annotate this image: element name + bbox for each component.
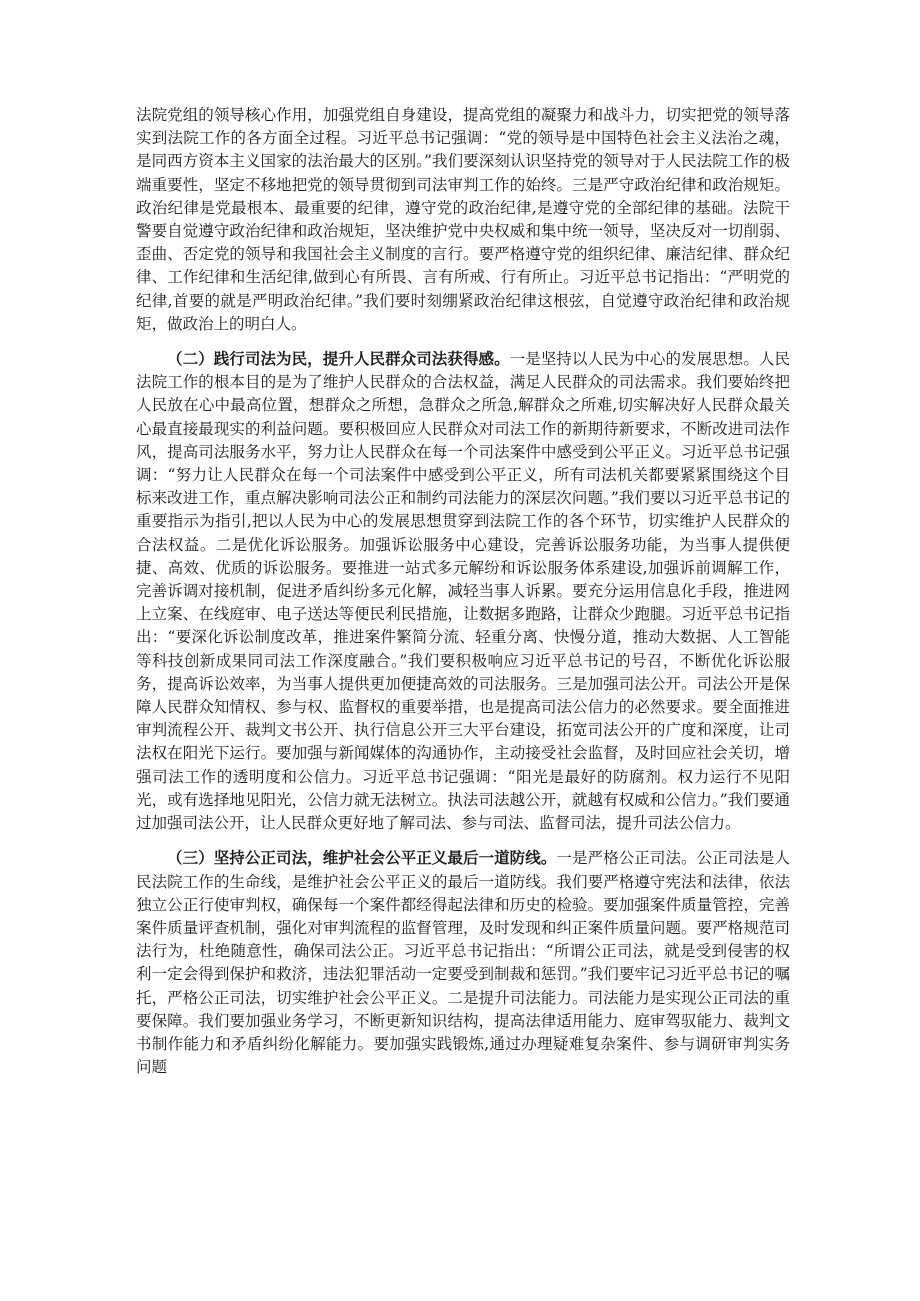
paragraph-3 — [136, 846, 790, 1079]
paragraph-1-body: 法院党组的领导核心作用，加强党组自身建设，提高党组的凝聚力和战斗力，切实把党的领导落实到法院工作的各方面全过程。习近平总书记强调：“党的领导是中国特色社会主义法治之魂，是同西方资本主义国家的法治最大的区别。”我们要深刻认识坚持党的领导对于人民法院工作的极端重要性，坚定不移地把党的领导贯彻到司法审判工作的始终。三是严守政治纪律和政治规矩。政治纪律是党最根本、最重要的纪律，遵守党的政治纪律,是遵守党的全部纪律的基础。法院干警要自觉遵守政治纪律和政治规矩，坚决维护党中央权威和集中统一领导，坚决反对一切削弱、歪曲、否定党的领导和我国社会主义制度的言行。要严格遵守党的组织纪律、廉洁纪律、群众纪律、工作纪律和生活纪律,做到心有所畏、言有所戒、行有所止。习近平总书记指出：“严明党的纪律,首要的就是严明政治纪律。”我们要时刻绷紧政治纪律这根弦，自觉遵守政治纪律和政治规矩，做政治上的明白人。 — [136, 106, 790, 333]
document-page — [136, 103, 790, 1090]
paragraph-1 — [136, 103, 790, 336]
section-heading-2: （二）践行司法为民，提升人民群众司法获得感。 — [167, 349, 510, 369]
paragraph-3-body: 一是严格公正司法。公正司法是人民法院工作的生命线，是维护社会公平正义的最后一道防线。我们要严格遵守宪法和法律，依法独立公正行使审判权，确保每一个案件都经得起法律和历史的检验。要加强案件质量管控，完善案件质量评查机制，强化对审判流程的监督管理，及时发现和纠正案件质量问题。要严格规范司法行为，杜绝随意性，确保司法公正。习近平总书记指出：“所谓公正司法，就是受到侵害的权利一定会得到保护和救济，违法犯罪活动一定要受到制裁和惩罚。”我们要牢记习近平总书记的嘱托，严格公正司法，切实维护社会公平正义。二是提升司法能力。司法能力是实现公正司法的重要保障。我们要加强业务学习，不断更新知识结构，提高法律适用能力、庭审驾驭能力、裁判文书制作能力和矛盾纠纷化解能力。要加强实践锻炼,通过办理疑难复杂案件、参与调研审判实务问题 — [136, 849, 790, 1077]
paragraph-2-body: 一是坚持以人民为中心的发展思想。人民法院工作的根本目的是为了维护人民群众的合法权益，满足人民群众的司法需求。我们要始终把人民放在心中最高位置，想群众之所想，急群众之所急,解群众之所难,切实解决好人民群众最关心最直接最现实的利益问题。要积极回应人民群众对司法工作的新期待新要求，不断改进司法作风，提高司法服务水平，努力让人民群众在每一个司法案件中感受到公平正义。习近平总书记强调：“努力让人民群众在每一个司法案件中感受到公平正义，所有司法机关都要紧紧围绕这个目标来改进工作，重点解决影响司法公正和制约司法能力的深层次问题。”我们要以习近平总书记的重要指示为指引,把以人民为中心的发展思想贯穿到法院工作的各个环节，切实维护人民群众的合法权益。二是优化诉讼服务。加强诉讼服务中心建设，完善诉讼服务功能，为当事人提供便捷、高效、优质的诉讼服务。要推进一站式多元解纷和诉讼服务体系建设,加强诉前调解工作，完善诉调对接机制，促进矛盾纠纷多元化解，减轻当事人诉累。要充分运用信息化手段，推进网上立案、在线庭审、电子送达等便民利民措施，让数据多跑路，让群众少跑腿。习近平总书记指出：“要深化诉讼制度改革，推进案件繁简分流、轻重分离、快慢分道，推动大数据、人工智能等科技创新成果同司法工作深度融合。”我们要积极响应习近平总书记的号召，不断优化诉讼服务，提高诉讼效率，为当事人提供更加便捷高效的司法服务。三是加强司法公开。司法公开是保障人民群众知情权、参与权、监督权的重要举措，也是提高司法公信力的必然要求。要全面推进审判流程公开、裁判文书公开、执行信息公开三大平台建设，拓宽司法公开的广度和深度，让司法权在阳光下运行。要加强与新闻媒体的沟通协作，主动接受社会监督，及时回应社会关切，增强司法工作的透明度和公信力。习近平总书记强调：“阳光是最好的防腐剂。权力运行不见阳光，或有选择地见阳光，公信力就无法树立。执法司法越公开，就越有权威和公信力。”我们要通过加强司法公开，让人民群众更好地了解司法、参与司法、监督司法，提升司法公信力。 — [136, 350, 790, 833]
section-heading-3: （三）坚持公正司法，维护社会公平正义最后一道防线。 — [167, 848, 557, 868]
paragraph-2 — [136, 347, 790, 835]
